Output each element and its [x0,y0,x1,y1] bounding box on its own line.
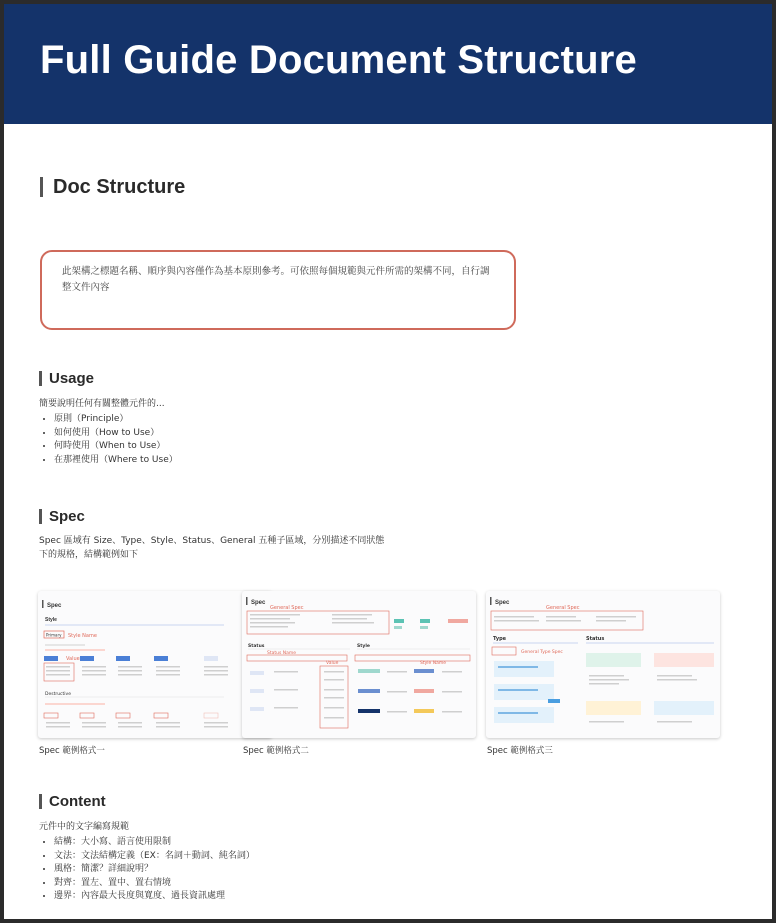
thumb-label: General Type Spec [521,650,563,655]
list-item: • 邊界：內容最大長度與寬度、過長資訊處理 [54,890,255,904]
thumb-label: General Spec [270,605,304,611]
page-header [4,4,772,124]
content-heading: Content [39,794,106,809]
spec-example-2-caption: Spec 範例格式二 [243,746,309,756]
thumb-heading: Spec [47,603,62,609]
thumb-label: General Spec [546,605,580,611]
spec-intro-line1: Spec 區域有 Size、Type、Style、Status、General 五種子區域，分別描述不同狀態 [39,536,385,546]
thumb-label: Value [66,656,80,662]
thumb-label: Style Name [420,661,447,666]
page-title: Full Guide Document Structure [40,38,637,82]
thumb-subheading: Destructive [45,692,71,697]
thumb-label: Style Name [68,633,97,639]
content-list [39,836,255,904]
structure-note-callout [40,250,516,330]
doc-structure-heading: Doc Structure [40,177,185,197]
spec-example-1-caption: Spec 範例格式一 [39,746,105,756]
spec-example-3-image [486,591,720,738]
list-item: • 何時使用（When to Use） [54,440,178,454]
thumb-column-label: Status [586,636,605,642]
spec-example-3-caption: Spec 範例格式三 [487,746,553,756]
structure-note-text: 此架構之標題名稱、順序與內容僅作為基本原則參考。可依照每個規範與元件所需的架構不同，自行調整文件內容 [62,266,490,293]
list-item: • 結構：大小寫、語言使用限制 [54,836,255,850]
thumb-column-label: Status [248,644,265,649]
thumb-subheading: Style [45,617,57,623]
spec-example-2-image [242,591,476,738]
spec-example-1-image [38,591,272,738]
spec-heading: Spec [39,509,85,524]
thumb-label: Status Name [267,651,297,656]
list-item: • 如何使用（How to Use） [54,427,178,441]
thumb-label: Primary [46,632,62,638]
thumb-heading: Spec [495,600,510,606]
thumb-heading: Spec [251,600,266,606]
content-intro: 元件中的文字編寫規範 [39,822,130,832]
thumb-label: Value [326,661,339,666]
document-page [4,4,772,919]
list-item: • 對齊：置左、置中、置右情境 [54,877,255,891]
spec-intro-line2: 下的規格，結構範例如下 [39,550,139,560]
list-item: • 原則（Principle） [54,413,178,427]
thumb-column-label: Type [493,636,507,642]
thumb-column-label: Style [357,644,370,649]
usage-intro: 簡要說明任何有關整體元件的... [39,399,165,409]
list-item: • 在那裡使用（Where to Use） [54,454,178,468]
usage-heading: Usage [39,371,94,386]
list-item: • 風格：簡潔？詳細說明？ [54,863,255,877]
usage-list [39,413,178,467]
list-item: • 文法：文法結構定義（EX：名詞＋動詞、純名詞） [54,850,255,864]
